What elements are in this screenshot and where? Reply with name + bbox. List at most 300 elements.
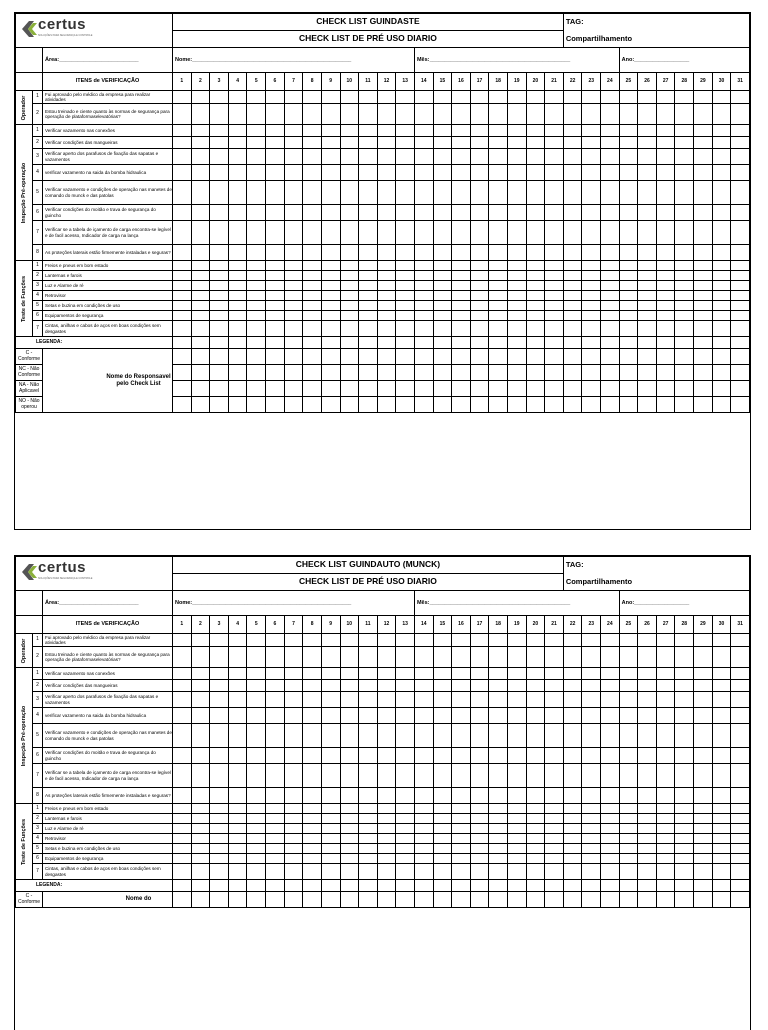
check-cell[interactable] <box>210 271 229 281</box>
signature-cell[interactable] <box>545 880 564 892</box>
check-cell[interactable] <box>656 824 675 834</box>
check-cell[interactable] <box>303 748 322 764</box>
check-cell[interactable] <box>321 748 340 764</box>
check-cell[interactable] <box>712 692 731 708</box>
check-cell[interactable] <box>433 708 452 724</box>
check-cell[interactable] <box>303 680 322 692</box>
signature-cell[interactable] <box>340 892 359 908</box>
check-cell[interactable] <box>247 321 266 337</box>
signature-cell[interactable] <box>228 349 247 365</box>
check-cell[interactable] <box>601 647 620 668</box>
check-cell[interactable] <box>489 91 508 104</box>
signature-cell[interactable] <box>470 365 489 381</box>
check-cell[interactable] <box>675 834 694 844</box>
check-cell[interactable] <box>284 854 303 864</box>
check-cell[interactable] <box>173 724 192 748</box>
check-cell[interactable] <box>414 680 433 692</box>
check-cell[interactable] <box>582 692 601 708</box>
check-cell[interactable] <box>489 221 508 245</box>
check-cell[interactable] <box>414 181 433 205</box>
check-cell[interactable] <box>563 844 582 854</box>
check-cell[interactable] <box>359 844 378 854</box>
check-cell[interactable] <box>656 91 675 104</box>
area-field[interactable]: Área:__________________________ <box>43 591 173 616</box>
check-cell[interactable] <box>601 291 620 301</box>
check-cell[interactable] <box>191 634 210 647</box>
check-cell[interactable] <box>601 137 620 149</box>
check-cell[interactable] <box>694 692 713 708</box>
signature-cell[interactable] <box>228 397 247 413</box>
check-cell[interactable] <box>601 814 620 824</box>
check-cell[interactable] <box>173 804 192 814</box>
check-cell[interactable] <box>656 205 675 221</box>
check-cell[interactable] <box>303 181 322 205</box>
check-cell[interactable] <box>619 125 638 137</box>
check-cell[interactable] <box>173 680 192 692</box>
check-cell[interactable] <box>396 205 415 221</box>
check-cell[interactable] <box>731 271 750 281</box>
check-cell[interactable] <box>452 221 471 245</box>
signature-cell[interactable] <box>526 365 545 381</box>
check-cell[interactable] <box>545 834 564 844</box>
check-cell[interactable] <box>470 788 489 804</box>
check-cell[interactable] <box>377 205 396 221</box>
check-cell[interactable] <box>507 668 526 680</box>
check-cell[interactable] <box>601 844 620 854</box>
check-cell[interactable] <box>414 854 433 864</box>
check-cell[interactable] <box>526 634 545 647</box>
signature-cell[interactable] <box>340 880 359 892</box>
signature-cell[interactable] <box>303 337 322 349</box>
check-cell[interactable] <box>675 748 694 764</box>
check-cell[interactable] <box>414 125 433 137</box>
check-cell[interactable] <box>321 205 340 221</box>
check-cell[interactable] <box>619 834 638 844</box>
signature-cell[interactable] <box>266 892 285 908</box>
check-cell[interactable] <box>694 647 713 668</box>
check-cell[interactable] <box>545 724 564 748</box>
check-cell[interactable] <box>303 281 322 291</box>
check-cell[interactable] <box>656 104 675 125</box>
check-cell[interactable] <box>303 668 322 680</box>
check-cell[interactable] <box>712 125 731 137</box>
check-cell[interactable] <box>489 165 508 181</box>
check-cell[interactable] <box>414 692 433 708</box>
check-cell[interactable] <box>414 221 433 245</box>
check-cell[interactable] <box>303 205 322 221</box>
check-cell[interactable] <box>470 104 489 125</box>
check-cell[interactable] <box>340 221 359 245</box>
check-cell[interactable] <box>731 104 750 125</box>
check-cell[interactable] <box>359 724 378 748</box>
check-cell[interactable] <box>284 137 303 149</box>
check-cell[interactable] <box>582 261 601 271</box>
check-cell[interactable] <box>414 668 433 680</box>
check-cell[interactable] <box>712 824 731 834</box>
check-cell[interactable] <box>396 311 415 321</box>
check-cell[interactable] <box>266 221 285 245</box>
check-cell[interactable] <box>433 271 452 281</box>
check-cell[interactable] <box>489 261 508 271</box>
check-cell[interactable] <box>675 221 694 245</box>
check-cell[interactable] <box>396 854 415 864</box>
check-cell[interactable] <box>694 708 713 724</box>
check-cell[interactable] <box>247 724 266 748</box>
check-cell[interactable] <box>712 854 731 864</box>
check-cell[interactable] <box>507 708 526 724</box>
check-cell[interactable] <box>694 788 713 804</box>
check-cell[interactable] <box>656 864 675 880</box>
check-cell[interactable] <box>247 261 266 271</box>
check-cell[interactable] <box>247 764 266 788</box>
check-cell[interactable] <box>675 824 694 834</box>
check-cell[interactable] <box>340 149 359 165</box>
year-field[interactable]: Ano:__________________ <box>619 48 749 73</box>
signature-cell[interactable] <box>377 337 396 349</box>
check-cell[interactable] <box>247 104 266 125</box>
check-cell[interactable] <box>210 724 229 748</box>
check-cell[interactable] <box>191 311 210 321</box>
check-cell[interactable] <box>191 692 210 708</box>
check-cell[interactable] <box>266 834 285 844</box>
check-cell[interactable] <box>266 245 285 261</box>
check-cell[interactable] <box>582 680 601 692</box>
check-cell[interactable] <box>712 271 731 281</box>
check-cell[interactable] <box>563 181 582 205</box>
check-cell[interactable] <box>675 854 694 864</box>
check-cell[interactable] <box>359 804 378 814</box>
check-cell[interactable] <box>228 181 247 205</box>
check-cell[interactable] <box>321 668 340 680</box>
check-cell[interactable] <box>638 680 657 692</box>
check-cell[interactable] <box>433 804 452 814</box>
signature-cell[interactable] <box>321 880 340 892</box>
check-cell[interactable] <box>228 291 247 301</box>
check-cell[interactable] <box>414 245 433 261</box>
check-cell[interactable] <box>712 104 731 125</box>
check-cell[interactable] <box>731 634 750 647</box>
check-cell[interactable] <box>266 181 285 205</box>
check-cell[interactable] <box>582 125 601 137</box>
signature-cell[interactable] <box>545 892 564 908</box>
check-cell[interactable] <box>247 301 266 311</box>
check-cell[interactable] <box>489 137 508 149</box>
check-cell[interactable] <box>247 864 266 880</box>
check-cell[interactable] <box>247 271 266 281</box>
check-cell[interactable] <box>340 864 359 880</box>
check-cell[interactable] <box>452 205 471 221</box>
check-cell[interactable] <box>173 834 192 844</box>
check-cell[interactable] <box>359 91 378 104</box>
check-cell[interactable] <box>489 844 508 854</box>
check-cell[interactable] <box>210 854 229 864</box>
check-cell[interactable] <box>303 764 322 788</box>
check-cell[interactable] <box>303 824 322 834</box>
check-cell[interactable] <box>656 125 675 137</box>
check-cell[interactable] <box>284 764 303 788</box>
check-cell[interactable] <box>507 748 526 764</box>
check-cell[interactable] <box>526 245 545 261</box>
check-cell[interactable] <box>731 680 750 692</box>
check-cell[interactable] <box>675 291 694 301</box>
check-cell[interactable] <box>321 291 340 301</box>
check-cell[interactable] <box>359 165 378 181</box>
check-cell[interactable] <box>656 680 675 692</box>
check-cell[interactable] <box>452 281 471 291</box>
check-cell[interactable] <box>433 824 452 834</box>
check-cell[interactable] <box>173 311 192 321</box>
signature-cell[interactable] <box>247 880 266 892</box>
check-cell[interactable] <box>619 165 638 181</box>
check-cell[interactable] <box>470 321 489 337</box>
check-cell[interactable] <box>247 788 266 804</box>
check-cell[interactable] <box>675 301 694 311</box>
check-cell[interactable] <box>675 311 694 321</box>
signature-cell[interactable] <box>228 381 247 397</box>
signature-cell[interactable] <box>526 337 545 349</box>
check-cell[interactable] <box>210 844 229 854</box>
check-cell[interactable] <box>284 834 303 844</box>
signature-cell[interactable] <box>266 397 285 413</box>
check-cell[interactable] <box>489 764 508 788</box>
check-cell[interactable] <box>210 321 229 337</box>
check-cell[interactable] <box>377 844 396 854</box>
check-cell[interactable] <box>284 291 303 301</box>
check-cell[interactable] <box>619 245 638 261</box>
signature-cell[interactable] <box>601 397 620 413</box>
signature-cell[interactable] <box>507 381 526 397</box>
check-cell[interactable] <box>228 854 247 864</box>
check-cell[interactable] <box>228 708 247 724</box>
signature-cell[interactable] <box>210 365 229 381</box>
check-cell[interactable] <box>452 165 471 181</box>
check-cell[interactable] <box>414 834 433 844</box>
check-cell[interactable] <box>731 834 750 844</box>
check-cell[interactable] <box>582 311 601 321</box>
check-cell[interactable] <box>210 668 229 680</box>
check-cell[interactable] <box>247 814 266 824</box>
check-cell[interactable] <box>433 854 452 864</box>
check-cell[interactable] <box>545 311 564 321</box>
check-cell[interactable] <box>340 91 359 104</box>
check-cell[interactable] <box>284 181 303 205</box>
signature-cell[interactable] <box>545 337 564 349</box>
check-cell[interactable] <box>563 125 582 137</box>
check-cell[interactable] <box>414 137 433 149</box>
signature-cell[interactable] <box>396 365 415 381</box>
check-cell[interactable] <box>284 708 303 724</box>
check-cell[interactable] <box>712 724 731 748</box>
check-cell[interactable] <box>247 291 266 301</box>
check-cell[interactable] <box>675 634 694 647</box>
check-cell[interactable] <box>563 680 582 692</box>
check-cell[interactable] <box>396 864 415 880</box>
check-cell[interactable] <box>396 748 415 764</box>
signature-cell[interactable] <box>656 397 675 413</box>
check-cell[interactable] <box>433 647 452 668</box>
check-cell[interactable] <box>210 291 229 301</box>
signature-cell[interactable] <box>712 397 731 413</box>
check-cell[interactable] <box>638 205 657 221</box>
signature-cell[interactable] <box>247 349 266 365</box>
check-cell[interactable] <box>359 748 378 764</box>
check-cell[interactable] <box>359 834 378 844</box>
check-cell[interactable] <box>303 692 322 708</box>
check-cell[interactable] <box>470 205 489 221</box>
check-cell[interactable] <box>266 804 285 814</box>
check-cell[interactable] <box>731 311 750 321</box>
signature-cell[interactable] <box>675 365 694 381</box>
signature-cell[interactable] <box>563 892 582 908</box>
check-cell[interactable] <box>433 301 452 311</box>
check-cell[interactable] <box>601 321 620 337</box>
check-cell[interactable] <box>266 301 285 311</box>
signature-cell[interactable] <box>377 349 396 365</box>
check-cell[interactable] <box>396 149 415 165</box>
signature-cell[interactable] <box>303 365 322 381</box>
check-cell[interactable] <box>582 634 601 647</box>
check-cell[interactable] <box>712 149 731 165</box>
check-cell[interactable] <box>694 634 713 647</box>
check-cell[interactable] <box>507 181 526 205</box>
check-cell[interactable] <box>675 680 694 692</box>
check-cell[interactable] <box>731 291 750 301</box>
check-cell[interactable] <box>284 844 303 854</box>
check-cell[interactable] <box>656 261 675 271</box>
check-cell[interactable] <box>452 647 471 668</box>
check-cell[interactable] <box>321 724 340 748</box>
check-cell[interactable] <box>303 724 322 748</box>
signature-cell[interactable] <box>303 892 322 908</box>
check-cell[interactable] <box>526 748 545 764</box>
check-cell[interactable] <box>638 137 657 149</box>
check-cell[interactable] <box>210 205 229 221</box>
signature-cell[interactable] <box>340 397 359 413</box>
check-cell[interactable] <box>303 125 322 137</box>
check-cell[interactable] <box>433 814 452 824</box>
check-cell[interactable] <box>526 834 545 844</box>
check-cell[interactable] <box>321 864 340 880</box>
check-cell[interactable] <box>210 680 229 692</box>
signature-cell[interactable] <box>563 365 582 381</box>
signature-cell[interactable] <box>414 365 433 381</box>
check-cell[interactable] <box>656 764 675 788</box>
check-cell[interactable] <box>731 181 750 205</box>
check-cell[interactable] <box>656 788 675 804</box>
check-cell[interactable] <box>303 137 322 149</box>
check-cell[interactable] <box>303 834 322 844</box>
check-cell[interactable] <box>303 245 322 261</box>
check-cell[interactable] <box>340 692 359 708</box>
check-cell[interactable] <box>191 205 210 221</box>
check-cell[interactable] <box>377 824 396 834</box>
check-cell[interactable] <box>694 854 713 864</box>
check-cell[interactable] <box>173 125 192 137</box>
check-cell[interactable] <box>507 834 526 844</box>
check-cell[interactable] <box>619 668 638 680</box>
check-cell[interactable] <box>601 261 620 271</box>
check-cell[interactable] <box>377 91 396 104</box>
signature-cell[interactable] <box>712 349 731 365</box>
signature-cell[interactable] <box>489 381 508 397</box>
signature-cell[interactable] <box>731 381 750 397</box>
check-cell[interactable] <box>173 291 192 301</box>
signature-cell[interactable] <box>638 365 657 381</box>
check-cell[interactable] <box>563 165 582 181</box>
check-cell[interactable] <box>396 634 415 647</box>
check-cell[interactable] <box>321 321 340 337</box>
check-cell[interactable] <box>582 181 601 205</box>
check-cell[interactable] <box>526 137 545 149</box>
signature-cell[interactable] <box>210 397 229 413</box>
check-cell[interactable] <box>563 647 582 668</box>
check-cell[interactable] <box>507 692 526 708</box>
signature-cell[interactable] <box>191 892 210 908</box>
check-cell[interactable] <box>228 149 247 165</box>
check-cell[interactable] <box>712 137 731 149</box>
check-cell[interactable] <box>638 834 657 844</box>
signature-cell[interactable] <box>173 892 192 908</box>
check-cell[interactable] <box>359 261 378 271</box>
check-cell[interactable] <box>210 165 229 181</box>
check-cell[interactable] <box>694 149 713 165</box>
check-cell[interactable] <box>638 149 657 165</box>
check-cell[interactable] <box>731 668 750 680</box>
check-cell[interactable] <box>601 668 620 680</box>
check-cell[interactable] <box>694 181 713 205</box>
check-cell[interactable] <box>601 165 620 181</box>
check-cell[interactable] <box>638 708 657 724</box>
signature-cell[interactable] <box>452 892 471 908</box>
check-cell[interactable] <box>694 125 713 137</box>
check-cell[interactable] <box>619 271 638 281</box>
check-cell[interactable] <box>321 834 340 844</box>
check-cell[interactable] <box>507 854 526 864</box>
check-cell[interactable] <box>675 245 694 261</box>
check-cell[interactable] <box>731 125 750 137</box>
check-cell[interactable] <box>526 149 545 165</box>
check-cell[interactable] <box>321 125 340 137</box>
check-cell[interactable] <box>340 321 359 337</box>
signature-cell[interactable] <box>247 337 266 349</box>
check-cell[interactable] <box>470 844 489 854</box>
check-cell[interactable] <box>359 149 378 165</box>
signature-cell[interactable] <box>210 880 229 892</box>
check-cell[interactable] <box>414 647 433 668</box>
check-cell[interactable] <box>601 634 620 647</box>
signature-cell[interactable] <box>266 365 285 381</box>
check-cell[interactable] <box>191 281 210 291</box>
check-cell[interactable] <box>675 181 694 205</box>
check-cell[interactable] <box>396 91 415 104</box>
check-cell[interactable] <box>582 221 601 245</box>
check-cell[interactable] <box>414 814 433 824</box>
check-cell[interactable] <box>173 321 192 337</box>
signature-cell[interactable] <box>210 381 229 397</box>
check-cell[interactable] <box>638 854 657 864</box>
check-cell[interactable] <box>433 291 452 301</box>
check-cell[interactable] <box>507 311 526 321</box>
check-cell[interactable] <box>191 788 210 804</box>
check-cell[interactable] <box>228 125 247 137</box>
check-cell[interactable] <box>452 271 471 281</box>
check-cell[interactable] <box>694 724 713 748</box>
check-cell[interactable] <box>507 221 526 245</box>
check-cell[interactable] <box>284 634 303 647</box>
check-cell[interactable] <box>545 181 564 205</box>
check-cell[interactable] <box>545 764 564 788</box>
check-cell[interactable] <box>359 814 378 824</box>
